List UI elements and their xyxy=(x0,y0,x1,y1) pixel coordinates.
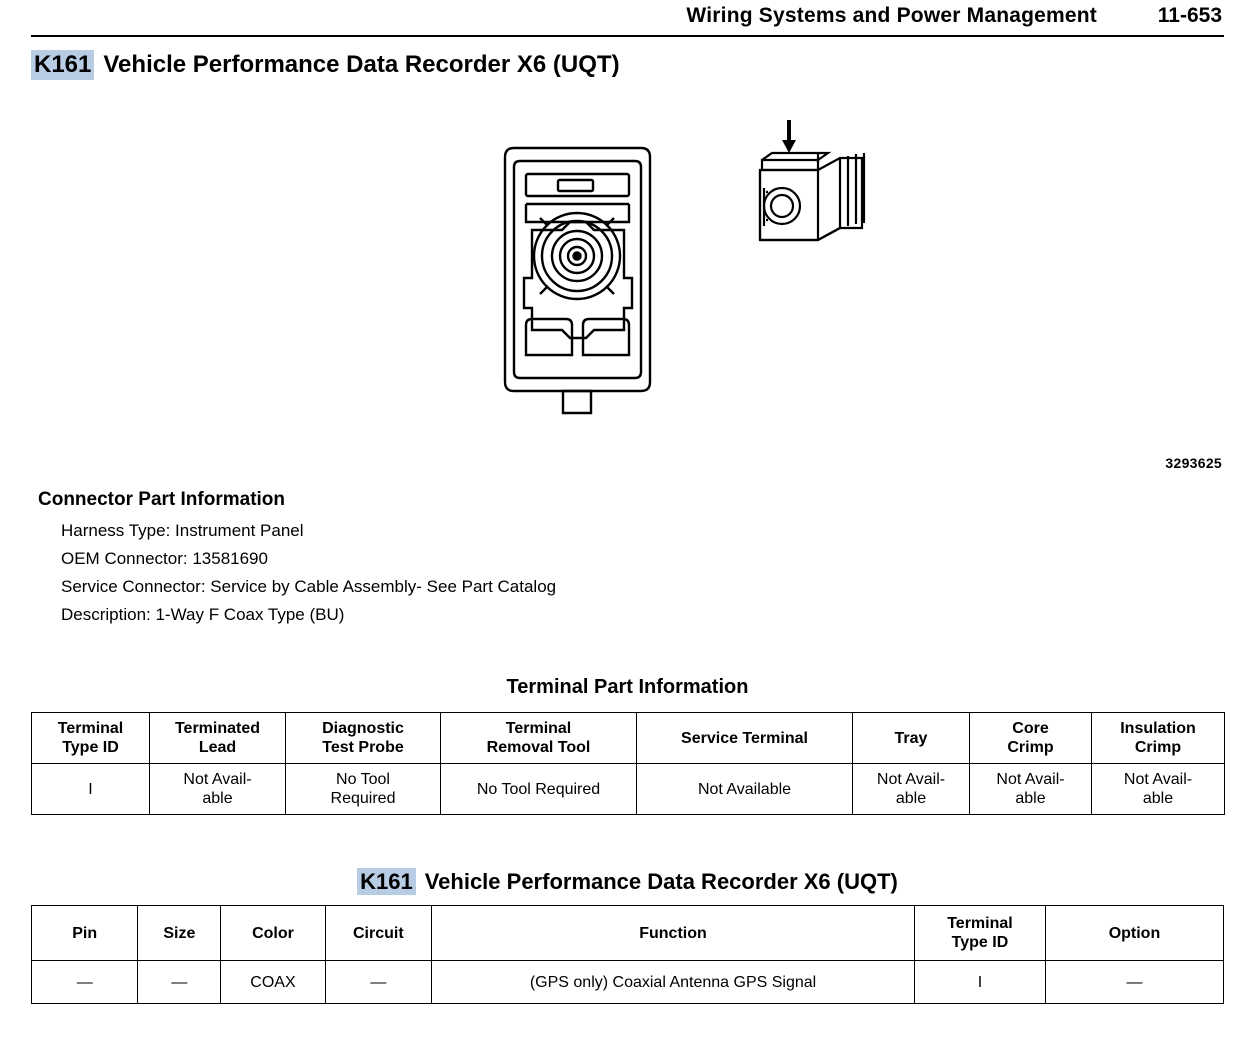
cell-option: — xyxy=(1045,961,1223,1004)
cell-line: able xyxy=(1142,790,1174,807)
th-function: Function xyxy=(432,906,915,961)
th-line: Terminal xyxy=(947,915,1013,932)
figure-id: 3293625 xyxy=(1165,455,1222,471)
th-line: Removal Tool xyxy=(486,739,591,756)
connector-part-information xyxy=(38,489,556,629)
th-circuit: Circuit xyxy=(325,906,431,961)
insertion-arrow-icon xyxy=(782,120,796,153)
th-size: Size xyxy=(138,906,221,961)
th-line: Crimp xyxy=(1007,739,1054,756)
th-line: Test Probe xyxy=(322,739,404,756)
cell-line: Required xyxy=(330,790,396,807)
th-line: Terminal xyxy=(57,720,124,737)
th-line: Tray xyxy=(894,729,928,747)
th-terminal-type-id xyxy=(32,713,150,764)
cell-line: able xyxy=(1015,790,1046,807)
terminal-part-information-table xyxy=(31,712,1225,815)
connector-name: Vehicle Performance Data Recorder X6 (UQT) xyxy=(103,51,620,78)
cell-terminal-removal-tool: No Tool Required xyxy=(441,764,637,815)
cell-line: able xyxy=(895,790,927,807)
th-line: Core xyxy=(1012,720,1049,737)
th-core-crimp xyxy=(970,713,1092,764)
th-terminated-lead xyxy=(150,713,286,764)
cell-size: — xyxy=(138,961,221,1004)
cell-pin: — xyxy=(32,961,138,1004)
page-header xyxy=(0,4,1255,38)
pin-table xyxy=(31,905,1224,1004)
harness-type-line: Harness Type: Instrument Panel xyxy=(61,521,304,540)
th-line: Type ID xyxy=(951,934,1009,951)
header-page-number: 11-653 xyxy=(1157,4,1222,27)
th-pin: Pin xyxy=(32,906,138,961)
th-line: Lead xyxy=(198,739,237,756)
th-terminal-removal-tool xyxy=(441,713,637,764)
table-row xyxy=(32,961,1224,1004)
th-line: Type ID xyxy=(62,739,119,756)
connector-part-information-heading: Connector Part Information xyxy=(38,489,286,510)
th-diagnostic-test-probe xyxy=(286,713,441,764)
cell-color: COAX xyxy=(221,961,325,1004)
th-tray xyxy=(853,713,970,764)
th-line: Terminal xyxy=(505,720,572,737)
cell-circuit: — xyxy=(325,961,431,1004)
pin-table-heading xyxy=(0,868,1255,895)
table-row xyxy=(32,764,1225,815)
cell-line: Not Avail- xyxy=(996,771,1065,788)
th-line: Insulation xyxy=(1120,720,1196,737)
th-line: Diagnostic xyxy=(322,720,404,737)
cell-terminated-lead xyxy=(150,764,286,815)
pin-table-code-badge: K161 xyxy=(357,868,416,895)
description-line: Description: 1-Way F Coax Type (BU) xyxy=(61,605,345,624)
header-divider xyxy=(31,35,1224,37)
cell-terminal-type-id: I xyxy=(914,961,1045,1004)
connector-heading xyxy=(31,50,620,80)
cell-tray xyxy=(853,764,970,815)
connector-drawing-svg xyxy=(470,120,910,430)
th-insulation-crimp xyxy=(1092,713,1225,764)
th-line: Service Terminal xyxy=(681,729,808,747)
pin-table-title: Vehicle Performance Data Recorder X6 (UQT) xyxy=(424,869,898,894)
cell-diagnostic-test-probe xyxy=(286,764,441,815)
cell-line: able xyxy=(202,790,233,807)
table-header-row xyxy=(32,906,1224,961)
th-terminal-type-id xyxy=(914,906,1045,961)
table-header-row xyxy=(32,713,1225,764)
oem-connector-line: OEM Connector: 13581690 xyxy=(61,549,268,568)
th-line: Crimp xyxy=(1134,739,1182,756)
connector-illustration xyxy=(470,120,910,430)
header-title: Wiring Systems and Power Management xyxy=(686,4,1097,27)
th-line: Terminated xyxy=(174,720,261,737)
th-color: Color xyxy=(221,906,325,961)
terminal-part-information-title: Terminal Part Information xyxy=(506,676,749,698)
cell-line: Not Avail- xyxy=(876,771,946,788)
cell-core-crimp xyxy=(970,764,1092,815)
th-option: Option xyxy=(1045,906,1223,961)
cell-terminal-type-id: I xyxy=(32,764,150,815)
cell-insulation-crimp xyxy=(1092,764,1225,815)
th-service-terminal xyxy=(637,713,853,764)
connector-code-badge: K161 xyxy=(31,50,94,80)
cell-function: (GPS only) Coaxial Antenna GPS Signal xyxy=(432,961,915,1004)
cell-service-terminal: Not Available xyxy=(637,764,853,815)
cell-line: Not Avail- xyxy=(1123,771,1193,788)
cell-line: Not Avail- xyxy=(183,771,252,788)
cell-line: No Tool xyxy=(336,771,390,788)
service-connector-line: Service Connector: Service by Cable Assembly- See Part Catalog xyxy=(61,577,557,596)
